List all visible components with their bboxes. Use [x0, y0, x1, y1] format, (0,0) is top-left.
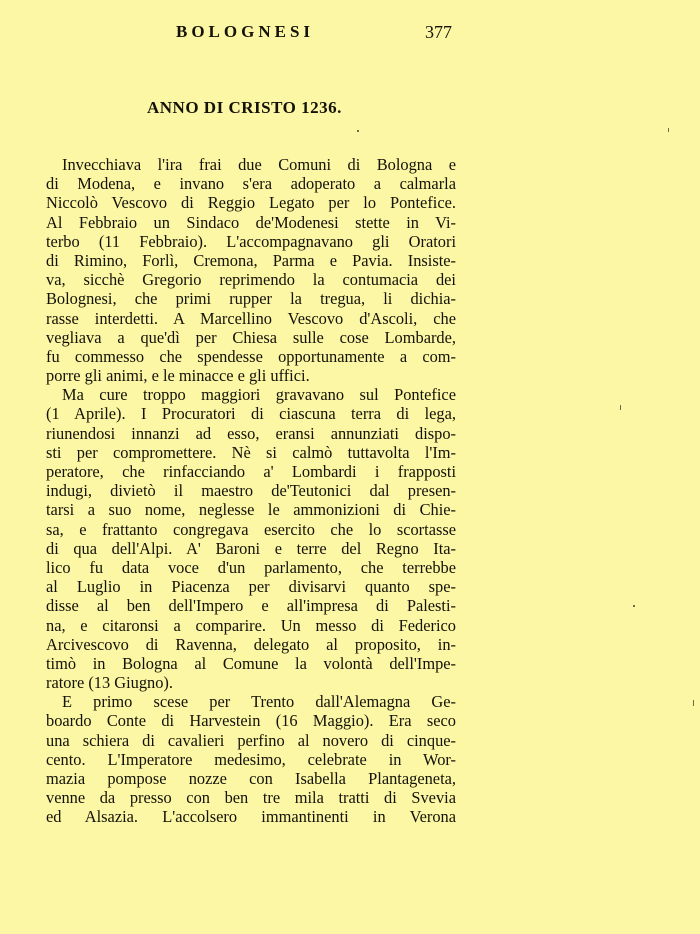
scan-speck: [620, 405, 621, 410]
text-line: indugi, divietò il maestro de'Teutonici dal presen-: [46, 481, 456, 501]
scan-speck: [633, 605, 635, 607]
text-line: va, sicchè Gregorio reprimendo la contumacia dei: [46, 270, 456, 290]
body-text: [46, 155, 456, 827]
scan-speck: [668, 128, 669, 132]
text-line: vegliava a que'dì per Chiesa sulle cose Lombarde,: [46, 327, 456, 347]
text-line: E primo scese per Trento dall'Alemagna Ge-: [62, 692, 456, 712]
text-line: (1 Aprile). I Procuratori di ciascuna terra di lega,: [46, 404, 456, 424]
text-line: sa, e frattanto congregava esercito che lo scortasse: [46, 519, 456, 539]
text-line: boardo Conte di Harvestein (16 Maggio). Era seco: [46, 711, 456, 731]
text-line: di Modena, e invano s'era adoperato a calmarla: [46, 174, 456, 194]
text-line: una schiera di cavalieri perfino al novero di cinque-: [46, 730, 456, 750]
text-line: Invecchiava l'ira frai due Comuni di Bologna e: [62, 155, 456, 174]
text-line: lico fu data voce d'un parlamento, che terrebbe: [46, 557, 456, 577]
text-line: terbo (11 Febbraio). L'accompagnavano gli Oratori: [46, 231, 456, 251]
scan-speck: [357, 130, 359, 132]
text-line: Al Febbraio un Sindaco de'Modenesi stette in Vi-: [46, 212, 456, 232]
text-line: venne da presso con ben tre mila tratti di Svevia: [46, 788, 456, 808]
text-line: sti per compromettere. Nè si calmò tuttavolta l'Im-: [46, 442, 456, 462]
text-line: disse al ben dell'Impero e all'impresa di Palesti-: [46, 596, 456, 616]
text-line: riunendosi innanzi ad esso, eransi annunziati dispo-: [46, 423, 456, 443]
text-line: Bolognesi, che primi rupper la tregua, li dichia-: [46, 289, 456, 309]
page-number: 377: [425, 22, 452, 42]
text-line: mazia pompose nozze con Isabella Plantageneta,: [46, 769, 456, 788]
running-title: BOLOGNESI: [176, 22, 315, 41]
text-line: Niccolò Vescovo di Reggio Legato per lo Pontefice.: [46, 193, 456, 213]
text-line: al Luglio in Piacenza per divisarvi quanto spe-: [46, 577, 456, 597]
text-line: cento. L'Imperatore medesimo, celebrate in Wor-: [46, 749, 456, 769]
text-line: fu commesso che spendesse opportunamente a com-: [46, 346, 456, 366]
year-heading: ANNO DI CRISTO 1236.: [147, 98, 342, 117]
text-line: ed Alsazia. L'accolsero immantinenti in Verona: [46, 807, 456, 827]
text-line: Arcivescovo di Ravenna, delegato al proposito, in-: [46, 634, 456, 654]
text-line: rasse interdetti. A Marcellino Vescovo d'Ascoli, che: [46, 308, 456, 328]
text-line: na, e citaronsi a comparire. Un messo di Federico: [46, 615, 456, 635]
scan-speck: [693, 700, 694, 706]
text-line: timò in Bologna al Comune la volontà dell'Impe-: [46, 653, 456, 673]
text-line: tarsi a suo nome, neglesse le ammonizioni di Chie-: [46, 500, 456, 520]
text-line: ratore (13 Giugno).: [46, 673, 173, 693]
text-line: Ma cure troppo maggiori gravavano sul Pontefice: [62, 385, 456, 405]
text-line: peratore, che rinfacciando a' Lombardi i frapposti: [46, 462, 456, 481]
text-line: di qua dell'Alpi. A' Baroni e terre del Regno Ita-: [46, 538, 456, 558]
text-line: porre gli animi, e le minacce e gli uffici.: [46, 366, 310, 386]
text-line: di Rimino, Forlì, Cremona, Parma e Pavia. Insiste-: [46, 250, 456, 270]
